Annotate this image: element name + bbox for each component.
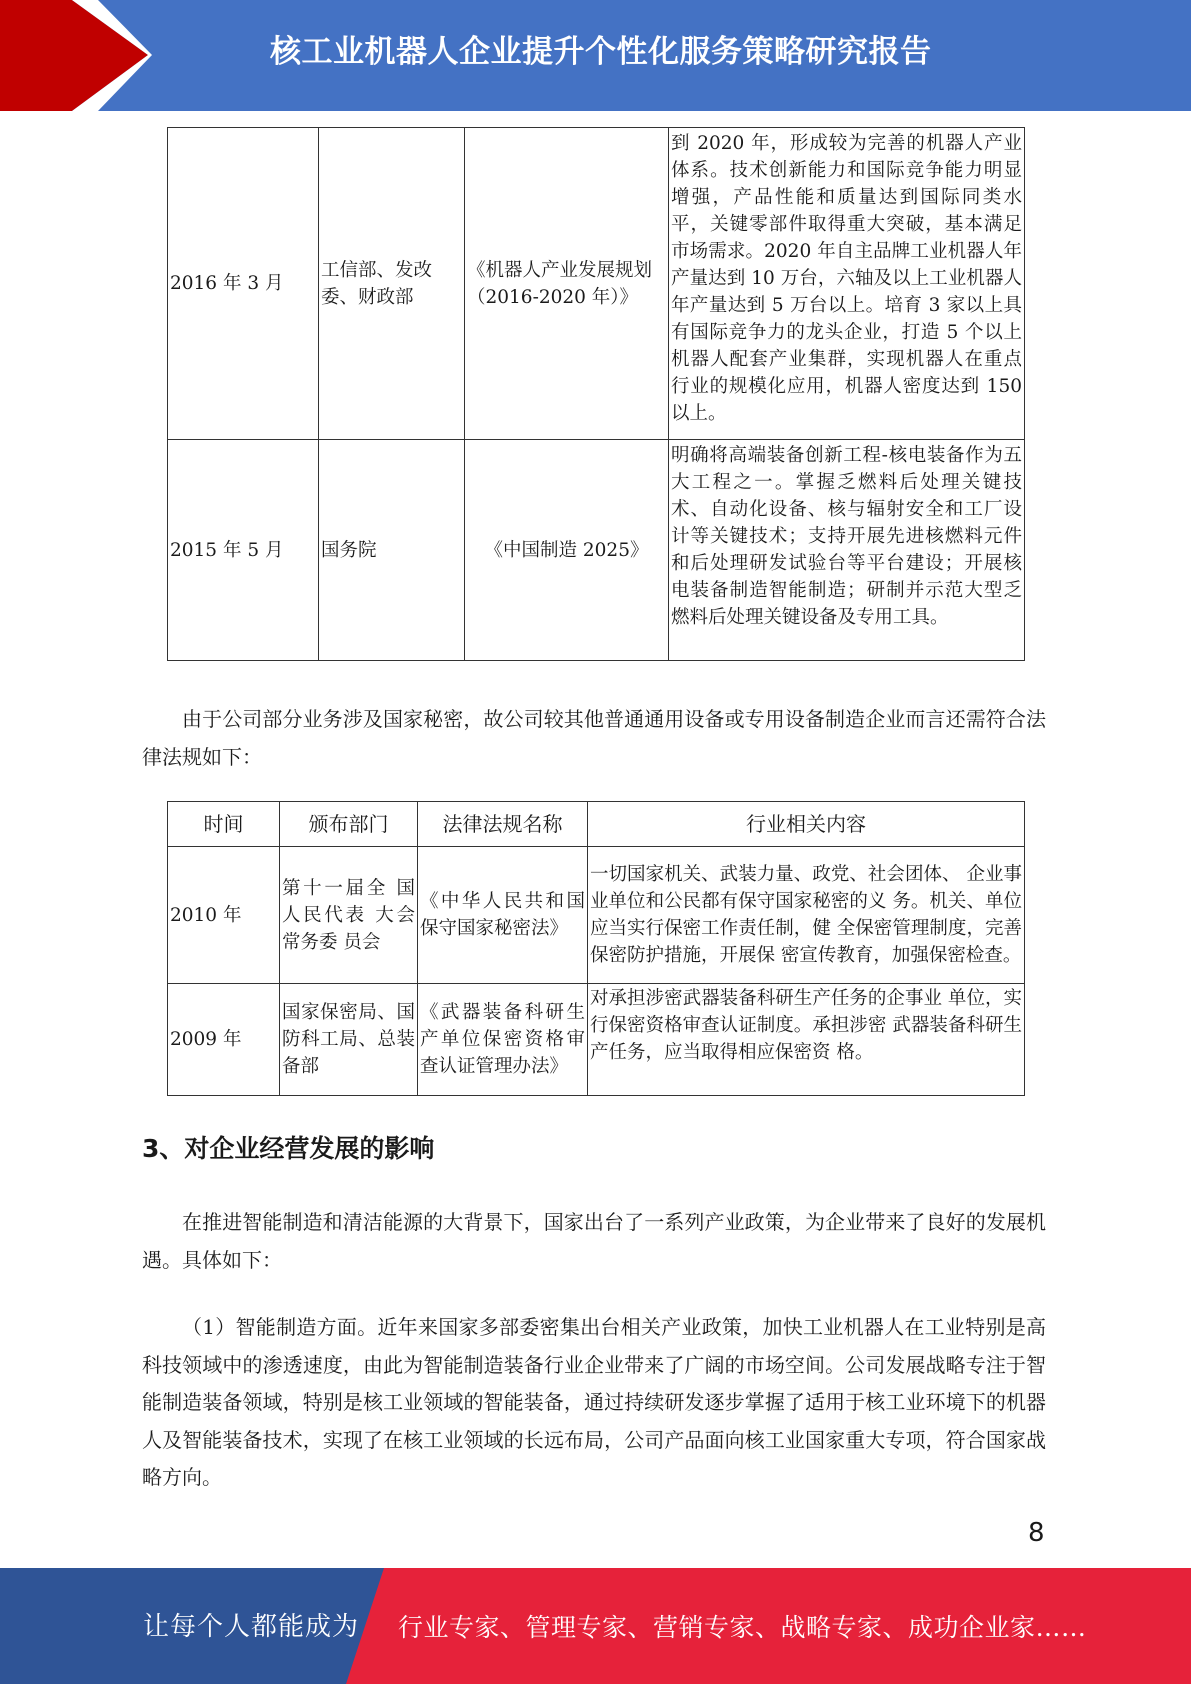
table-cell-dept: 国务院 — [319, 440, 465, 661]
table-cell-name: 《机器人产业发展规划（2016-2020 年）》 — [465, 128, 669, 440]
page-header — [0, 0, 1191, 111]
table-cell-date: 2016 年 3 月 — [168, 128, 319, 440]
footer-slogan-left: 让每个人都能成为 — [143, 1612, 360, 1642]
column-header-name: 法律法规名称 — [418, 802, 588, 847]
table-header-row — [168, 802, 1025, 847]
column-header-date: 时间 — [168, 802, 280, 847]
column-header-content: 行业相关内容 — [588, 802, 1025, 847]
page-footer — [0, 1568, 1191, 1684]
header-arrow-graphic — [0, 0, 260, 111]
laws-table — [167, 801, 1025, 1096]
table-row — [168, 128, 1025, 440]
table-row — [168, 440, 1025, 661]
body-paragraph: 在推进智能制造和清洁能源的大背景下，国家出台了一系列产业政策，为企业带来了良好的发展机遇。具体如下： — [142, 1210, 1046, 1272]
table-cell-dept: 第十一届全 国人民代表 大会常务委 员会 — [280, 847, 418, 984]
table-cell-content: 对承担涉密武器装备科研生产任务的企事业 单位，实行保密资格审查认证制度。承担涉密 武器装备科研生产任务，应当取得相应保密资 格。 — [588, 984, 1025, 1096]
table-cell-date: 2009 年 — [168, 984, 280, 1096]
policy-table-continued — [167, 127, 1025, 661]
table-cell-dept: 工信部、发改委、财政部 — [319, 128, 465, 440]
table-row — [168, 847, 1025, 984]
table-cell-name: 《武器装备科研生产单位保密资格审查认证管理办法》 — [418, 984, 588, 1096]
body-paragraph: （1）智能制造方面。近年来国家多部委密集出台相关产业政策，加快工业机器人在工业特别是高科技领域中的渗透速度，由此为智能制造装备行业企业带来了广阔的市场空间。公司发展战略专注于智能制造装备领域，特别是核工业领域的智能装备，通过持续研发逐步掌握了适用于核工业环境下的机器人及智能装备技术，实现了在核工业领域的长远布局，公司产品面向核工业国家重大专项，符合国家战略方向。 — [142, 1315, 1046, 1489]
section-heading: 3、对企业经营发展的影响 — [142, 1134, 435, 1163]
table-cell-date: 2015 年 5 月 — [168, 440, 319, 661]
table-cell-dept: 国家保密局、国防科工局、总装备部 — [280, 984, 418, 1096]
table-cell-content: 到 2020 年，形成较为完善的机器人产业体系。技术创新能力和国际竞争能力明显增强，产品性能和质量达到国际同类水平，关键零部件取得重大突破，基本满足市场需求。2020 年自主品牌工业机器人年产量达到 10 万台，六轴及以上工业机器人年产量达到 5 万台以上。培育 3 家以上具有国际竞争力的龙头企业，打造 5 个以上机器人配套产业集群，实现机器人在重点行业的规模化应用，机器人密度达到 150 以上。 — [669, 128, 1025, 440]
header-title: 核工业机器人企业提升个性化服务策略研究报告 — [270, 34, 932, 70]
table-cell-content: 一切国家机关、武装力量、政党、社会团体、 企业事业单位和公民都有保守国家秘密的义 务。机关、单位应当实行保密工作责任制，健 全保密管理制度，完善保密防护措施，开展保 密宣传教育，加强保密检查。 — [588, 847, 1025, 984]
table-cell-date: 2010 年 — [168, 847, 280, 984]
table-cell-name: 《中国制造 2025》 — [465, 440, 669, 661]
table-cell-content: 明确将高端装备创新工程-核电装备作为五大工程之一。掌握乏燃料后处理关键技术、自动化设备、核与辐射安全和工厂设计等关键技术；支持开展先进核燃料元件和后处理研发试验台等平台建设；开展核电装备制造智能制造；研制并示范大型乏燃料后处理关键设备及专用工具。 — [669, 440, 1025, 661]
body-paragraph: 由于公司部分业务涉及国家秘密，故公司较其他普通通用设备或专用设备制造企业而言还需符合法律法规如下： — [142, 707, 1046, 769]
table-cell-name: 《中华人民共和国保守国家秘密法》 — [418, 847, 588, 984]
table-row — [168, 984, 1025, 1096]
footer-slogan-right: 行业专家、管理专家、营销专家、战略专家、成功企业家…… — [398, 1613, 1087, 1642]
page-number: 8 — [1028, 1518, 1045, 1548]
column-header-dept: 颁布部门 — [280, 802, 418, 847]
